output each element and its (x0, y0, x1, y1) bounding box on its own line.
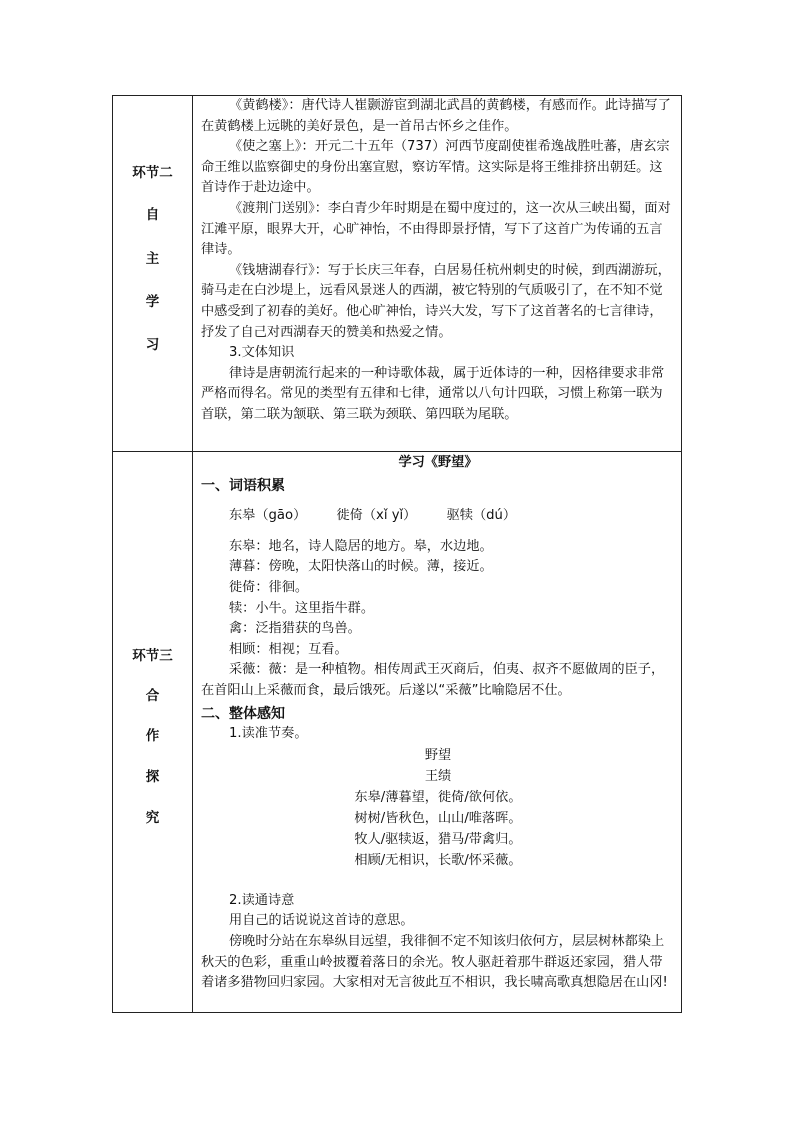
gloss-item: 采薇：薇：是一种植物。相传周武王灭商后，伯夷、叔齐不愿做周的臣子，在首阳山上采薇而食，最后饿死。后遂以“采薇”比喻隐居不仕。 (201, 662, 665, 698)
poem-line: 相顾/无相识，长歌/怀采薇。 (354, 852, 522, 868)
poem-background-paragraph: 《钱塘湖春行》：写于长庆三年春，白居易任杭州刺史的时候，到西湖游玩，骑马走在白沙堤上，远看风景迷人的西湖，被它特别的气质吸引了，在不知不觉中感受到了初春的美好。他心旷神怡，诗兴大发，写下了这首著名的七言律诗，抒发了自己对西湖春天的赞美和热爱之情。 (201, 262, 671, 340)
poem-background-paragraph: 《黄鹤楼》：唐代诗人崔颢游宦到湖北武昌的黄鹤楼，有感而作。此诗描写了在黄鹤楼上远眺的美好景色，是一首吊古怀乡之佳作。 (201, 98, 671, 134)
table-row-stage-2 (113, 96, 681, 452)
stage-3-label-cell (113, 452, 193, 1012)
poem-title: 野望 (424, 747, 452, 763)
gloss-item: 徙倚：徘徊。 (229, 579, 309, 595)
stage-2-content (193, 96, 681, 451)
lesson-table (112, 95, 682, 1013)
poem-meaning-text: 傍晚时分站在东皋纵目远望，我徘徊不定不知该归依何方，层层树林都染上秋天的色彩，重重山岭披覆着落日的余光。牧人驱赶着那牛群返还家园，猎人带着诸多猎物回归家园。大家相对无言彼此互不相识，我长啸高歌真想隐居在山冈! (201, 933, 668, 991)
stage-2-label-char: 主 (145, 251, 160, 267)
gloss-item: 禽：泛指猎获的鸟兽。 (229, 621, 361, 637)
gloss-item: 相顾：相视；互看。 (229, 641, 348, 657)
vocab-word: 驱犊（dú） (446, 508, 517, 524)
step-meaning: 2.读通诗意 (229, 892, 295, 908)
poem-background-paragraph: 《使之塞上》：开元二十五年（737）河西节度副使崔希逸战胜吐蕃，唐玄宗命王维以监察御史的身份出塞宣慰，察访军情。这实际是将王维排挤出朝廷。这首诗作于赴边途中。 (201, 139, 670, 196)
stage-3-label-char: 作 (145, 728, 160, 744)
vocabulary-pinyin-line (201, 506, 675, 527)
stage-2-label-line: 环节二 (132, 165, 173, 181)
poem-author: 王绩 (424, 768, 452, 784)
lesson-title: 学习《野望》 (398, 455, 478, 470)
poem-background-paragraph: 《渡荆门送别》：李白青少年时期是在蜀中度过的，这一次从三峡出蜀，面对江滩平原，眼界大开，心旷神怡，不由得即景抒情，写下了这首广为传诵的五言律诗。 (201, 200, 671, 258)
poem-block (201, 745, 675, 871)
gloss-item: 东皋：地名，诗人隐居的地方。皋，水边地。 (229, 538, 493, 554)
step-rhythm: 1.读准节奏。 (229, 726, 308, 742)
genre-knowledge-text: 律诗是唐朝流行起来的一种诗歌体裁，属于近体诗的一种，因格律要求非常严格而得名。常见的类型有五律和七律，通常以八句计四联，习惯上称第一联为首联，第二联为颔联、第三联为颈联、第四联为尾联。 (201, 365, 665, 422)
stage-2-label-char: 学 (145, 294, 160, 310)
step-meaning-prompt: 用自己的话说说这首诗的意思。 (229, 913, 414, 929)
stage-3-label-line: 环节三 (132, 648, 173, 664)
section-heading-vocabulary: 一、词语积累 (201, 477, 285, 494)
poem-line: 树树/皆秋色，山山/唯落晖。 (354, 810, 522, 826)
stage-3-label-char: 探 (145, 769, 160, 785)
stage-3-label-char: 究 (145, 810, 160, 826)
poem-line: 牧人/驱犊返，猎马/带禽归。 (354, 831, 522, 847)
spacer (201, 871, 675, 891)
section-heading-overview: 二、整体感知 (201, 705, 285, 722)
gloss-item: 犊：小牛。这里指牛群。 (229, 600, 375, 616)
genre-knowledge-heading: 3.文体知识 (229, 345, 295, 361)
gloss-item: 薄暮：傍晚，太阳快落山的时候。薄，接近。 (229, 559, 493, 575)
table-row-stage-3 (113, 452, 681, 1012)
stage-2-label-cell (113, 96, 193, 451)
vocab-word: 东皋（gāo） (229, 508, 307, 524)
stage-3-content (193, 452, 681, 1012)
stage-2-label-char: 习 (145, 337, 160, 353)
vocab-word: 徙倚（xǐ yǐ） (336, 508, 417, 524)
stage-3-label-char: 合 (145, 688, 160, 704)
stage-2-label-char: 自 (145, 207, 160, 223)
poem-line: 东皋/薄暮望，徙倚/欲何依。 (354, 789, 522, 805)
